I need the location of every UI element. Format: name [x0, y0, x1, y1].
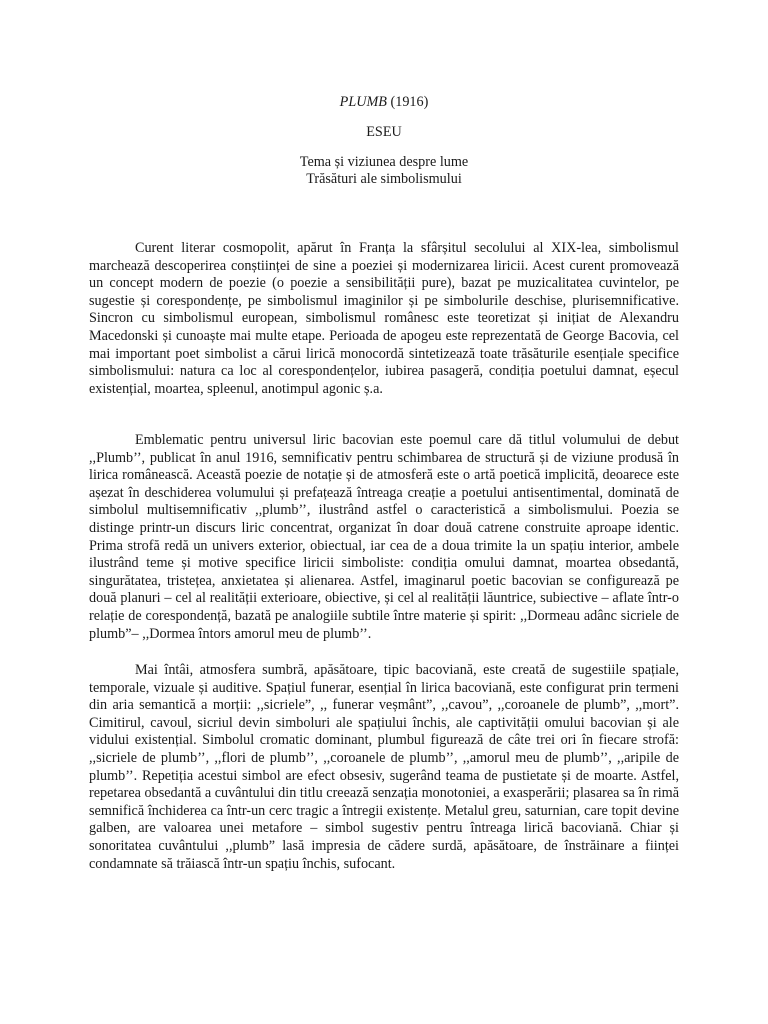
document-subtitle-theme: Tema și viziunea despre lume: [299, 154, 469, 170]
document-genre: ESEU: [366, 124, 402, 140]
document-title: [0, 93, 768, 111]
paragraph-atmosphere: Mai întâi, atmosfera sumbră, apăsătoare, tipic bacoviană, este creată de sugestiile spațiale, temporale, vizuale și auditive. Spațiul funerar, esențial în lirica bacoviană, este configurat prin termeni din aria semantică a morții: ,,sicriele”, ,, funerar veșmânt”, ,,cavou”, ,,coroanele de plumb”, ,,mort”. Cimitirul, cavoul, sicriul devin simboluri ale spațiului închis, ale captivității omului bacovian și ale vidului existențial. Simbolul cromatic dominant, plumbul figurează de câte trei ori în fiecare strofă: ,,sicriele de plumb’’, ,,flori de plumb’’, ,,coroanele de plumb’’, ,,amorul meu de plumb’’, ,,aripile de plumb’’. Repetiția acestui simbol are efect obsesiv, sugerând teama de pustietate și de moarte. Astfel, repetarea obsedantă a cuvântului din titlu creează senzația monotoniei, a exasperării; plasarea sa în rimă semnifică închiderea ca într-un cerc tragic a întregii existențe. Metalul greu, saturnian, care topit devine galben, are valoarea unei metafore – simbol sugestiv pentru întreaga lirică bacoviană. Chiar și sonoritatea cuvântului ,,plumb” lasă impresia de cădere surdă, apăsătoare, de înstrăinare a ființei condamnate să trăiască într-un spațiu închis, sufocant.: [89, 662, 679, 872]
title-poem-name: PLUMB: [339, 94, 387, 110]
document-subtitle-traits: Trăsături ale simbolismului: [306, 171, 462, 187]
paragraph-plumb-poem: Emblematic pentru universul liric bacovian este poemul care dă titlul volumului de debut ,,Plumb’’, publicat în anul 1916, semnificativ pentru schimbarea de structură și de viziune produsă în lirica românească. Această poezie de notație și de atmosferă este o artă poetică implicită, deoarece este așezat în deschiderea volumului și prefațează întreaga creație a poetului antisentimental, dominată de simbolul multisemnificativ ,,plumb’’, ilustrând astfel o caracteristică a simbolismului. Poezia se distinge printr-un discurs liric concentrat, organizat în doar două catrene construite aproape identic. Prima strofă redă un univers exterior, obiectual, iar cea de a doua trimite la un spațiu interior, ambele ilustrând teme și motive specifice liricii simboliste: condiția omului damnat, moartea obsedantă, singurătatea, tristețea, anxietatea și alienarea. Astfel, imaginarul poetic bacovian se configurează pe două planuri – cel al realității exterioare, obiective, și cel al realității lăuntrice, subiective – aflate într-o relație de corespondență, bazată pe analogiile subtile între materie și spirit: ,,Dormeau adânc sicriele de plumb”– ,,Dormea întors amorul meu de plumb’’.: [89, 432, 679, 642]
paragraph-intro-symbolism: Curent literar cosmopolit, apărut în Franța la sfârșitul secolului al XIX-lea, simbolismul marchează descoperirea conștiinței de sine a poeziei și modernizarea liricii. Acest curent promovează un concept modern de poezie (o poezie a sensibilității pure), bazat pe muzicalitatea cuvintelor, pe sugestie și corespondențe, pe simbolismul imaginilor și pe simbolurile deschise, plurisemnificative. Sincron cu simbolismul european, simbolismul românesc este teoretizat și inițiat de Alexandru Macedonski și cunoaște mai multe etape. Perioada de apogeu este reprezentată de George Bacovia, cel mai important poet simbolist a cărui lirică monocordă sintetizează toate trăsăturile esențiale specifice simbolismului: natura ca loc al corespondențelor, iubirea pasageră, condiția poetului damnat, eșecul existențial, moartea, spleenul, anotimpul agonic ș.a.: [89, 240, 679, 397]
title-year: (1916): [386, 94, 429, 110]
